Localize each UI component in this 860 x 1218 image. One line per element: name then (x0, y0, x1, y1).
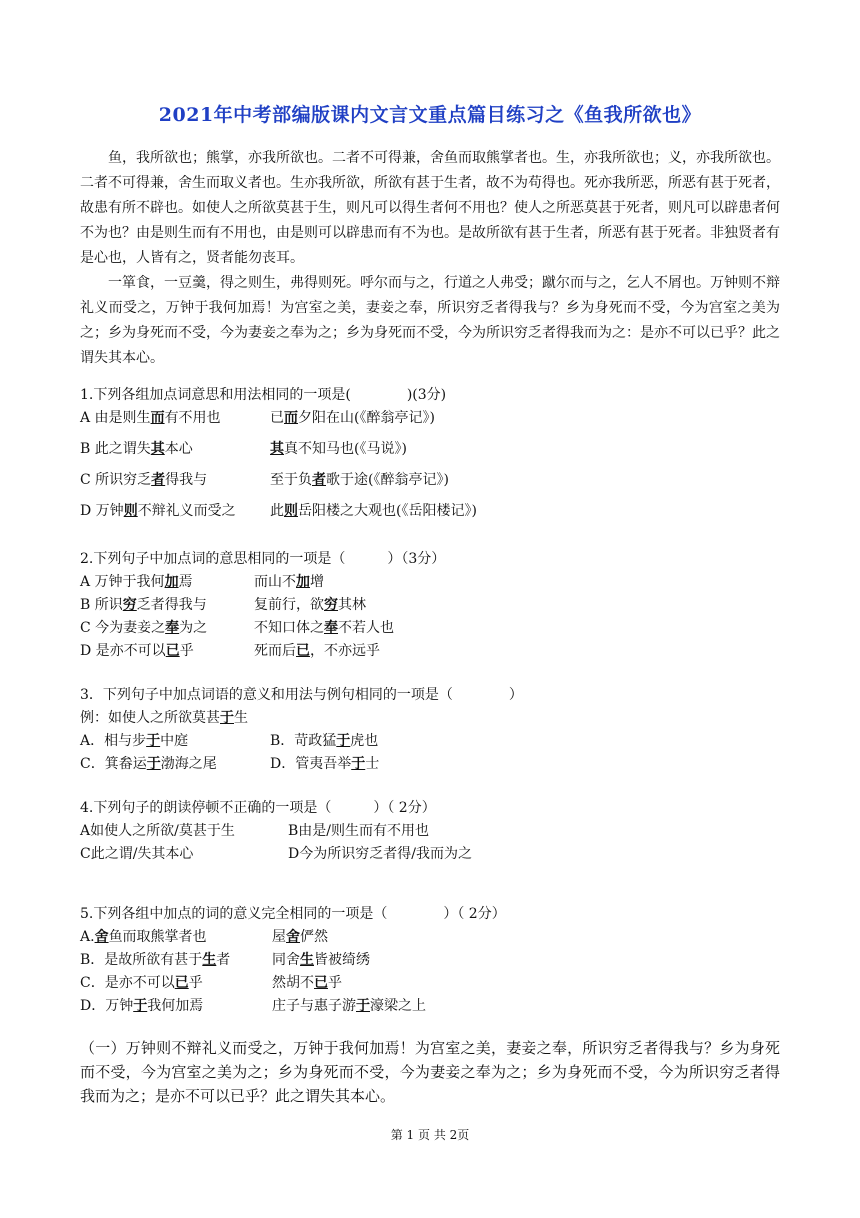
question-1-option-a: A 由是则生而有不用也 已而夕阳在山(《醉翁亭记》) (80, 410, 435, 426)
question-1-option-b: B 此之谓失其本心 其真不知马也(《马说》) (80, 441, 407, 457)
question-1-option-d: D 万钟则不辩礼义而受之 此则岳阳楼之大观也(《岳阳楼记》) (80, 503, 477, 519)
question-5-option-a: A.舍鱼而取熊掌者也 屋舍俨然 (80, 929, 328, 945)
page-footer: 第 1 页 共 2页 (390, 1128, 470, 1142)
question-2-option-b: B 所识穷乏者得我与 复前行，欲穷其林 (80, 597, 366, 613)
question-3-example: 例：如使人之所欲莫甚于生 (80, 710, 248, 726)
classical-passage (80, 146, 780, 371)
question-5-option-c: C．是亦不可以已乎 然胡不已乎 (80, 975, 342, 991)
question-1-option-c: C 所识穷乏者得我与 至于负者歌于途(《醉翁亭记》) (80, 472, 449, 488)
passage-paragraph-1: 鱼，我所欲也；熊掌，亦我所欲也。二者不可得兼，舍鱼而取熊掌者也。生，亦我所欲也；义，亦我所欲也。二者不可得兼，舍生而取义者也。生亦我所欲，所欲有甚于生者，故不为苟得也。死亦我所恶，所恶有甚于死者，故患有所不辟也。如使人之所欲莫甚于生，则凡可以得生者何不用也？使人之所恶莫甚于死者，则凡可以辟患者何不为也？由是则生而有不用也，由是则可以辟患而有不为也。是故所欲有甚于生者，所恶有甚于死者。非独贤者有是心也，人皆有之，贤者能勿丧耳。 (80, 150, 780, 266)
question-5-stem: 5.下列各组中加点的词的意义完全相同的一项是（ ）（ 2分） (80, 906, 506, 922)
question-2-option-a: A 万钟于我何加焉 而山不加增 (80, 574, 324, 590)
document-title: 2021年中考部编版课内文言文重点篇目练习之《鱼我所欲也》 (158, 104, 702, 126)
question-3-options-ab: A．相与步于中庭 B．苛政猛于虎也 (80, 733, 379, 749)
question-2 (80, 548, 780, 663)
question-5-option-b: B．是故所欲有甚于生者 同舍生皆被绮绣 (80, 952, 370, 968)
question-5-option-d: D．万钟于我何加焉 庄子与惠子游于濠梁之上 (80, 998, 426, 1014)
question-3 (80, 684, 780, 776)
question-2-stem: 2.下列句子中加点词的意思相同的一项是（ ）（3分） (80, 551, 446, 567)
question-2-option-d: D 是亦不可以已乎 死而后已，不亦远乎 (80, 643, 380, 659)
question-3-stem: 3．下列句子中加点词语的意义和用法与例句相同的一项是（ ） (80, 687, 523, 703)
question-1-stem: 1.下列各组加点词意思和用法相同的一项是( )(3分) (80, 387, 447, 403)
question-4-options-ab: A如使人之所欲/莫甚于生 B由是/则生而有不用也 (80, 823, 430, 839)
question-1 (80, 384, 780, 523)
question-3-options-cd: C．箕畚运于渤海之尾 D．管夷吾举于士 (80, 756, 380, 772)
passage-paragraph-2: 一箪食，一豆羹，得之则生，弗得则死。呼尔而与之，行道之人弗受；蹴尔而与之，乞人不屑也。万钟则不辩礼义而受之，万钟于我何加焉！为宫室之美，妻妾之奉，所识穷乏者得我与？乡为身死而不受，今为宫室之美为之；乡为身死而不受，今为妻妾之奉为之；乡为身死而不受，今为所识穷乏者得我而为之：是亦不可以已乎？此之谓失其本心。 (80, 275, 780, 366)
section-one-passage: （一）万钟则不辩礼义而受之，万钟于我何加焉！为宫室之美，妻妾之奉，所识穷乏者得我与？乡为身死而不受，今为宫室之美为之；乡为身死而不受，今为妻妾之奉为之；乡为身死而不受，今为所识穷乏者得我而为之；是亦不可以已乎？此之谓失其本心。 (80, 1039, 780, 1105)
question-5 (80, 903, 780, 1018)
question-2-option-c: C 今为妻妾之奉为之 不知口体之奉不若人也 (80, 620, 394, 636)
question-4 (80, 797, 780, 866)
question-4-options-cd: C此之谓/失其本心 D今为所识穷乏者得/我而为之 (80, 846, 472, 862)
question-4-stem: 4.下列句子的朗读停顿不正确的一项是（ ）（ 2分） (80, 800, 436, 816)
